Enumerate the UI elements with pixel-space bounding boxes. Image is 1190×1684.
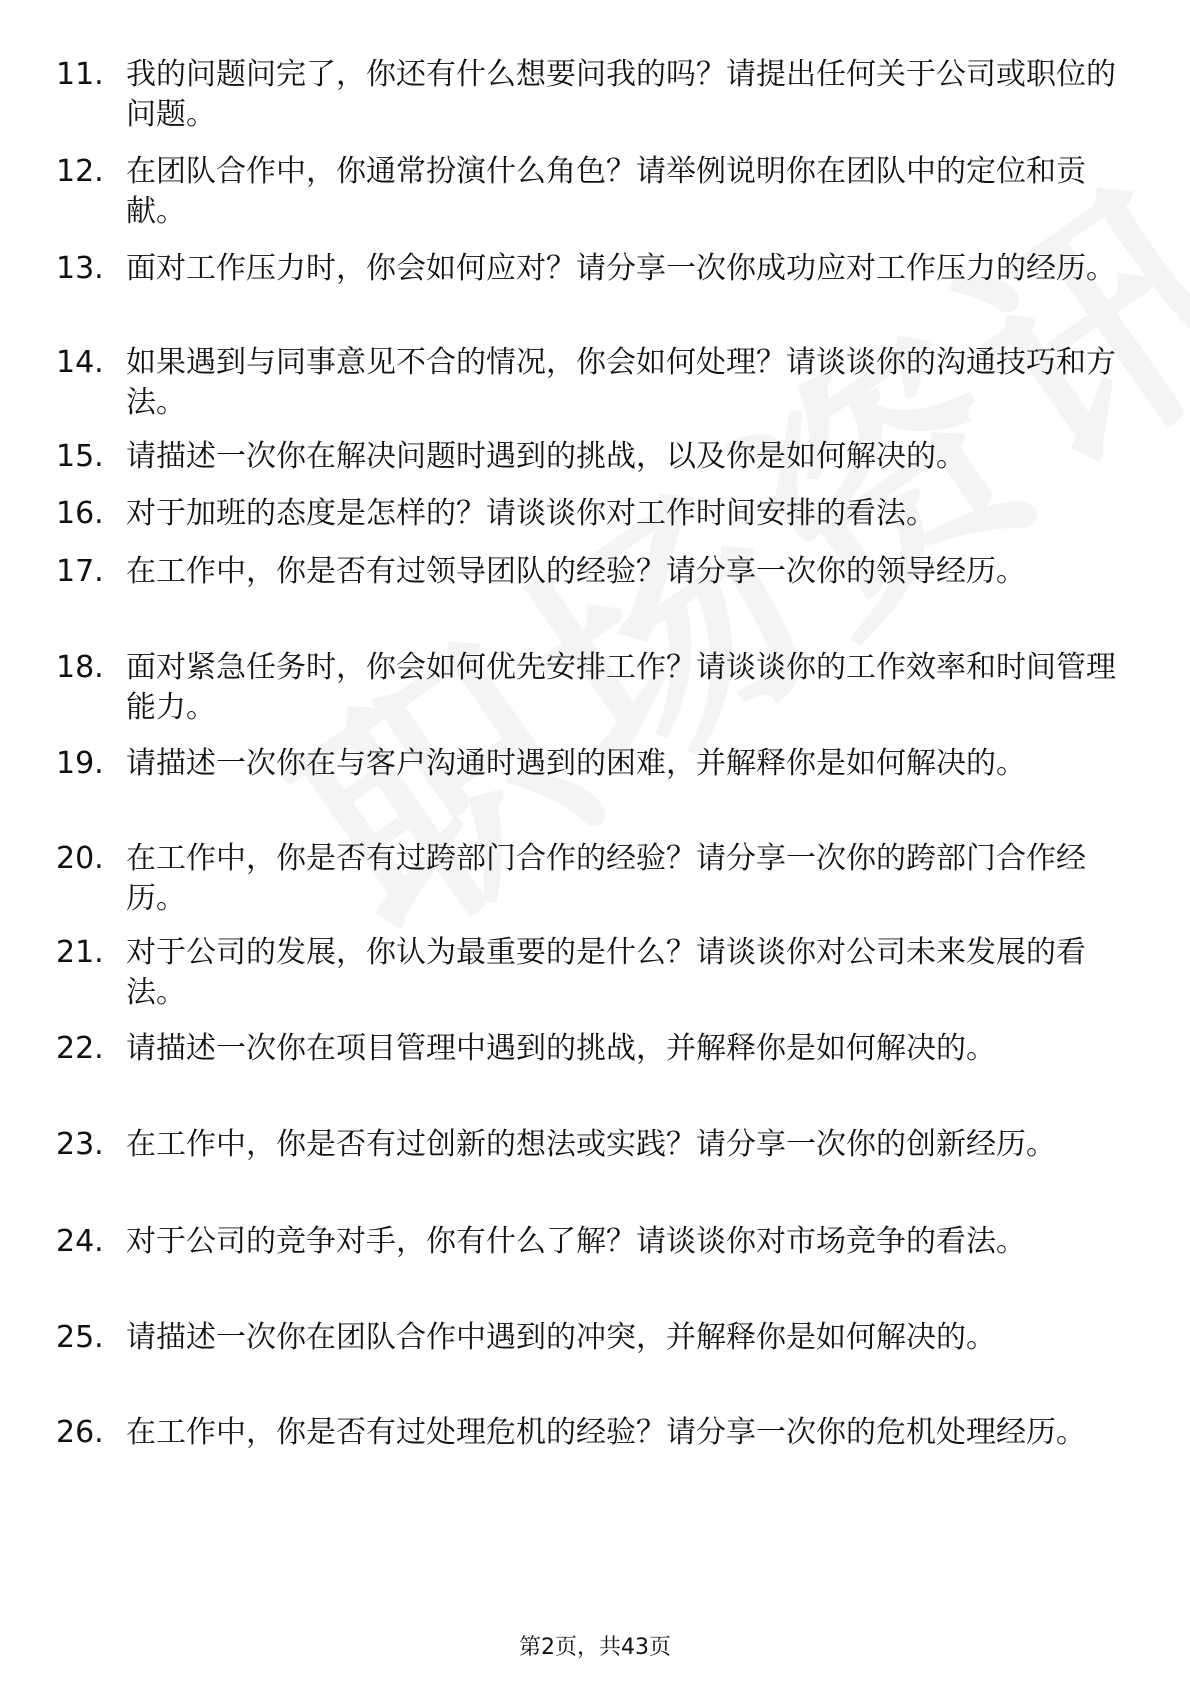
item-text: 在团队合作中，你通常扮演什么角色？请举例说明你在团队中的定位和贡献。 [126,154,1086,229]
item-number: 26. [56,1415,104,1450]
list-item [56,55,1136,135]
list-item [56,152,1136,232]
item-text: 对于公司的发展，你认为最重要的是什么？请谈谈你对公司未来发展的看法。 [126,935,1086,1010]
list-item [56,1413,1136,1453]
item-number: 16. [56,496,104,531]
item-text: 对于公司的竞争对手，你有什么了解？请谈谈你对市场竞争的看法。 [126,1224,1026,1259]
item-text: 在工作中，你是否有过创新的想法或实践？请分享一次你的创新经历。 [126,1127,1056,1162]
item-number: 25. [56,1320,104,1355]
item-number: 19. [56,746,104,781]
page-number: 第2页，共43页 [519,1635,671,1660]
item-number: 24. [56,1224,104,1259]
list-item [56,839,1136,919]
item-number: 18. [56,650,104,685]
list-item [56,249,1136,289]
list-item [56,744,1136,784]
item-number: 23. [56,1127,104,1162]
item-number: 11. [56,57,104,92]
item-number: 14. [56,345,104,380]
list-item [56,552,1136,592]
item-number: 13. [56,251,104,286]
item-text: 请描述一次你在团队合作中遇到的冲突，并解释你是如何解决的。 [126,1320,996,1355]
item-number: 20. [56,841,104,876]
list-item [56,1318,1136,1358]
list-item [56,343,1136,423]
item-text: 在工作中，你是否有过领导团队的经验？请分享一次你的领导经历。 [126,554,1026,589]
item-text: 请描述一次你在与客户沟通时遇到的困难，并解释你是如何解决的。 [126,746,1026,781]
list-item [56,1125,1136,1165]
item-text: 在工作中，你是否有过处理危机的经验？请分享一次你的危机处理经历。 [126,1415,1086,1450]
item-text: 我的问题问完了，你还有什么想要问我的吗？请提出任何关于公司或职位的问题。 [126,57,1116,132]
item-text: 面对工作压力时，你会如何应对？请分享一次你成功应对工作压力的经历。 [126,251,1116,286]
item-number: 21. [56,935,104,970]
item-number: 17. [56,554,104,589]
item-number: 22. [56,1031,104,1066]
list-item [56,1029,1136,1069]
list-item [56,933,1136,1013]
list-item [56,437,1136,477]
item-text: 面对紧急任务时，你会如何优先安排工作？请谈谈你的工作效率和时间管理能力。 [126,650,1116,725]
item-text: 对于加班的态度是怎样的？请谈谈你对工作时间安排的看法。 [126,496,936,531]
item-text: 在工作中，你是否有过跨部门合作的经验？请分享一次你的跨部门合作经历。 [126,841,1086,916]
item-text: 请描述一次你在项目管理中遇到的挑战，并解释你是如何解决的。 [126,1031,996,1066]
item-number: 12. [56,154,104,189]
list-item [56,648,1136,728]
item-text: 如果遇到与同事意见不合的情况，你会如何处理？请谈谈你的沟通技巧和方法。 [126,345,1116,420]
list-item [56,494,1136,534]
list-item [56,1222,1136,1262]
item-number: 15. [56,439,104,474]
item-text: 请描述一次你在解决问题时遇到的挑战，以及你是如何解决的。 [126,439,966,474]
